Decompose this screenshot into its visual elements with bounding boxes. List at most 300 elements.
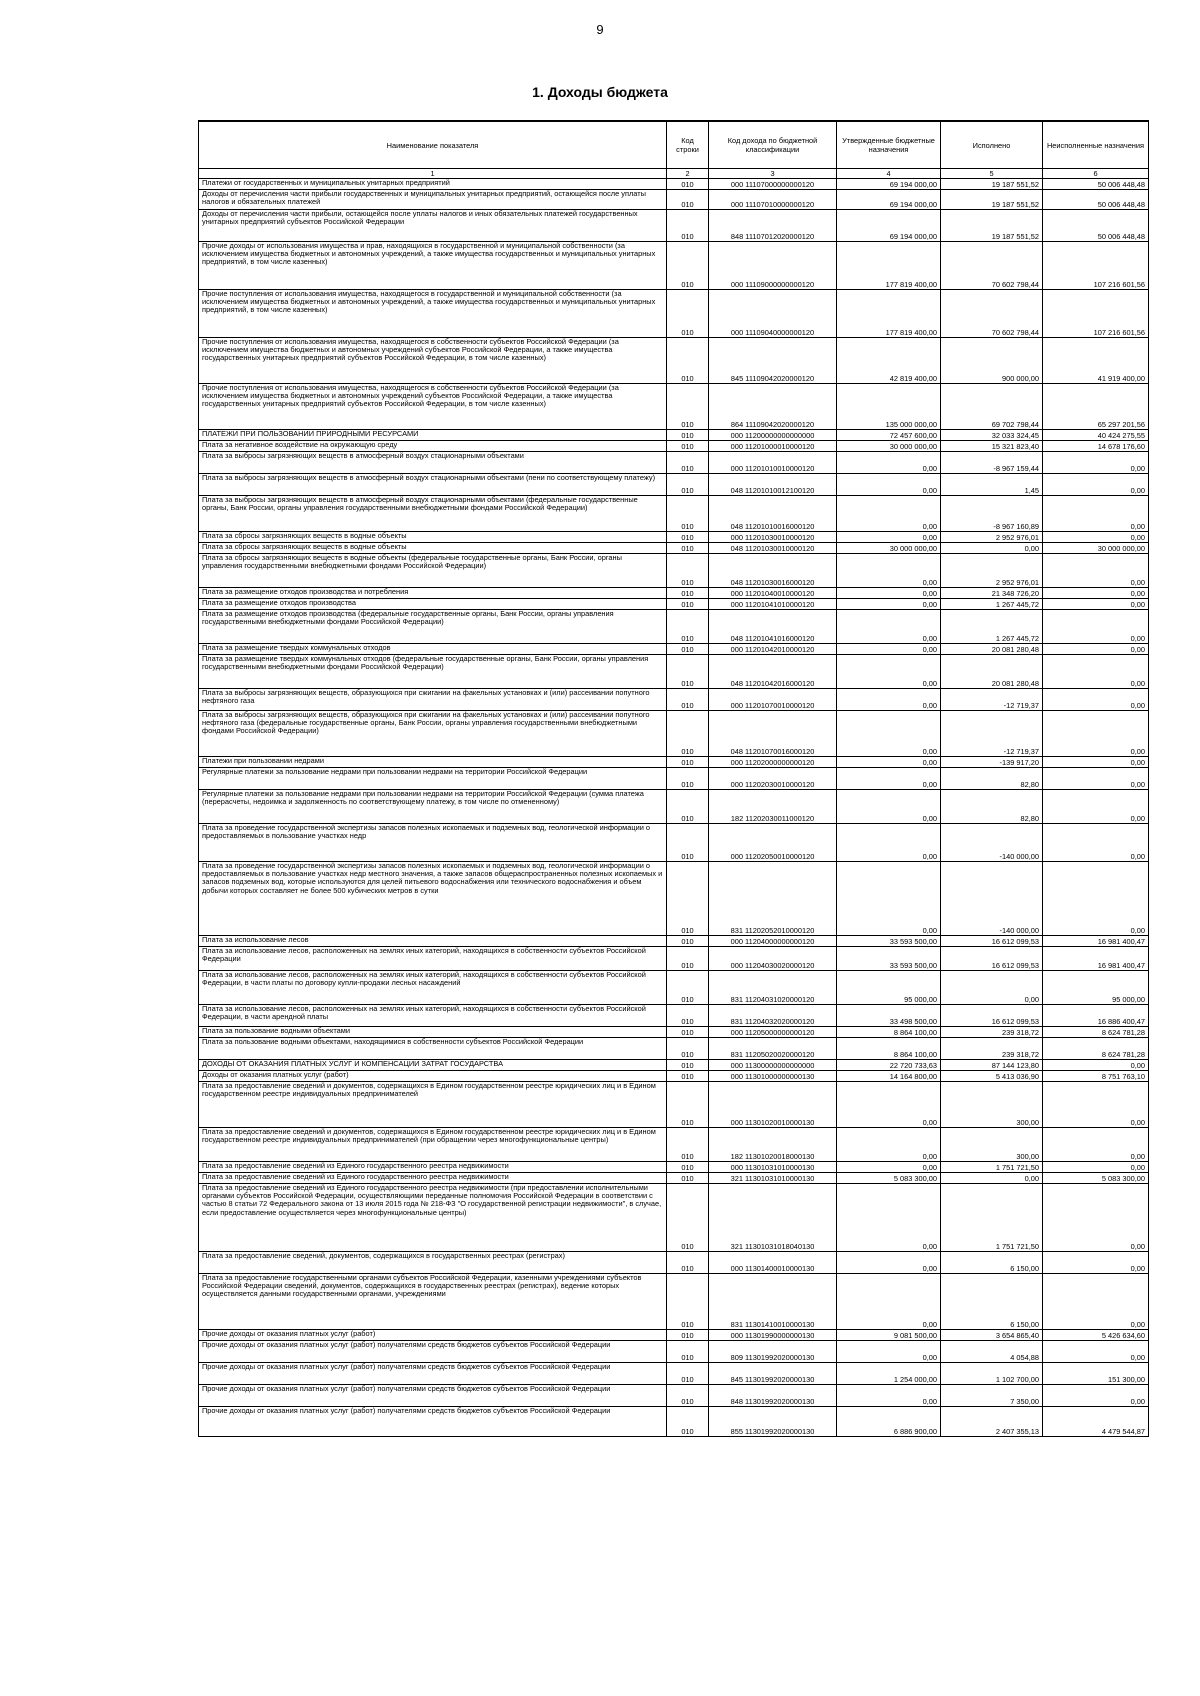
row-revenue-code: 000 11202000000000120 (709, 757, 837, 768)
row-unexecuted: 0,00 (1043, 689, 1149, 711)
page-number: 9 (596, 22, 604, 37)
table-row (199, 441, 1149, 452)
row-unexecuted: 0,00 (1043, 768, 1149, 790)
row-revenue-code: 000 11301400010000130 (709, 1252, 837, 1274)
row-name: Прочие доходы от оказания платных услуг (работ) получателями средств бюджетов субъектов Российской Федерации (199, 1385, 667, 1407)
table-row (199, 689, 1149, 711)
table-row (199, 1184, 1149, 1252)
row-revenue-code: 848 11107012020000120 (709, 210, 837, 242)
row-approved: 69 194 000,00 (837, 210, 941, 242)
row-revenue-code: 000 11204030020000120 (709, 947, 837, 971)
row-approved: 9 081 500,00 (837, 1330, 941, 1341)
table-row (199, 862, 1149, 936)
row-revenue-code: 809 11301992020000130 (709, 1341, 837, 1363)
row-revenue-code: 000 11201030010000120 (709, 532, 837, 543)
row-line-code: 010 (667, 1060, 709, 1071)
row-approved: 14 164 800,00 (837, 1071, 941, 1082)
row-revenue-code: 000 11202030010000120 (709, 768, 837, 790)
table-row (199, 1005, 1149, 1027)
row-unexecuted: 65 297 201,56 (1043, 384, 1149, 430)
header-executed: Исполнено (941, 121, 1043, 169)
row-revenue-code: 831 11301410010000130 (709, 1274, 837, 1330)
row-unexecuted: 8 624 781,28 (1043, 1038, 1149, 1060)
header-approved: Утвержденные бюджетные назначения (837, 121, 941, 169)
row-executed: 1 751 721,50 (941, 1162, 1043, 1173)
row-executed: 2 407 355,13 (941, 1407, 1043, 1437)
row-name: Прочие поступления от использования имущества, находящегося в собственности субъектов Российской Федерации (за исключением имущества бюджетных и автономных учреждений субъектов Российской Федерации, а также имущества государственных унитарных предприятий субъектов Российской Федерации, в том числе казенных) (199, 338, 667, 384)
row-unexecuted: 0,00 (1043, 655, 1149, 689)
row-unexecuted: 0,00 (1043, 711, 1149, 757)
table-row (199, 947, 1149, 971)
table-row (199, 430, 1149, 441)
row-name: Плата за предоставление сведений и документов, содержащихся в Едином государственном реестре юридических лиц и в Едином государственном реестре индивидуальных предпринимателей (при обращении через многофункциональные центры) (199, 1128, 667, 1162)
row-line-code: 010 (667, 1005, 709, 1027)
row-executed: -139 917,20 (941, 757, 1043, 768)
row-revenue-code: 000 11109000000000120 (709, 242, 837, 290)
row-approved: 177 819 400,00 (837, 242, 941, 290)
table-row (199, 1027, 1149, 1038)
row-name: Плата за сбросы загрязняющих веществ в водные объекты (199, 532, 667, 543)
row-line-code: 010 (667, 1252, 709, 1274)
table-row (199, 190, 1149, 210)
row-name: Плата за предоставление сведений из Единого государственного реестра недвижимости (при предоставлении исполнительными органами субъектов Российской Федерации, осуществляющими переданные полномочия Российской Федерации в соответствии с частью 8 статьи 72 Федерального закона от 13 июля 2015 года № 218-ФЗ "О государственной регистрации недвижимости", в случае, если предоставление осуществляется через многофункциональные центры) (199, 1184, 667, 1252)
row-unexecuted: 107 216 601,56 (1043, 242, 1149, 290)
row-line-code: 010 (667, 1162, 709, 1173)
row-line-code: 010 (667, 210, 709, 242)
column-number: 6 (1043, 169, 1149, 179)
row-revenue-code: 845 11109042020000120 (709, 338, 837, 384)
row-approved: 0,00 (837, 532, 941, 543)
row-line-code: 010 (667, 1330, 709, 1341)
table-row (199, 711, 1149, 757)
column-number: 2 (667, 169, 709, 179)
row-line-code: 010 (667, 711, 709, 757)
row-approved: 0,00 (837, 610, 941, 644)
row-unexecuted: 0,00 (1043, 532, 1149, 543)
row-approved: 0,00 (837, 757, 941, 768)
row-approved: 30 000 000,00 (837, 543, 941, 554)
row-revenue-code: 000 11107000000000120 (709, 179, 837, 190)
row-line-code: 010 (667, 947, 709, 971)
row-revenue-code: 000 11301990000000130 (709, 1330, 837, 1341)
row-revenue-code: 182 11301020018000130 (709, 1128, 837, 1162)
row-line-code: 010 (667, 689, 709, 711)
row-name: Доходы от перечисления части прибыли, остающейся после уплаты налогов и иных обязательных платежей государственных унитарных предприятий субъектов Российской Федерации (199, 210, 667, 242)
row-approved: 33 593 500,00 (837, 936, 941, 947)
row-approved: 0,00 (837, 768, 941, 790)
row-approved: 0,00 (837, 1274, 941, 1330)
row-name: Прочие доходы от оказания платных услуг (работ) получателями средств бюджетов субъектов Российской Федерации (199, 1341, 667, 1363)
row-unexecuted: 5 426 634,60 (1043, 1330, 1149, 1341)
table-row (199, 496, 1149, 532)
row-executed: 7 350,00 (941, 1385, 1043, 1407)
row-approved: 0,00 (837, 1162, 941, 1173)
table-row (199, 971, 1149, 1005)
row-unexecuted: 95 000,00 (1043, 971, 1149, 1005)
header-revenue-code: Код дохода по бюджетной классификации (709, 121, 837, 169)
table-row (199, 543, 1149, 554)
row-revenue-code: 000 11201010010000120 (709, 452, 837, 474)
table-row (199, 210, 1149, 242)
row-revenue-code: 321 11301031010000130 (709, 1173, 837, 1184)
row-revenue-code: 000 11204000000000120 (709, 936, 837, 947)
row-executed: 20 081 280,48 (941, 655, 1043, 689)
row-name: ПЛАТЕЖИ ПРИ ПОЛЬЗОВАНИИ ПРИРОДНЫМИ РЕСУРСАМИ (199, 430, 667, 441)
row-approved: 33 498 500,00 (837, 1005, 941, 1027)
row-executed: 1 751 721,50 (941, 1184, 1043, 1252)
document-title: 1. Доходы бюджета (532, 84, 668, 100)
row-approved: 8 864 100,00 (837, 1027, 941, 1038)
table-row (199, 599, 1149, 610)
row-executed: 300,00 (941, 1082, 1043, 1128)
row-executed: 16 612 099,53 (941, 1005, 1043, 1027)
row-executed: 0,00 (941, 1173, 1043, 1184)
table-row (199, 1330, 1149, 1341)
table-row (199, 1071, 1149, 1082)
row-name: Плата за использование лесов, расположенных на землях иных категорий, находящихся в собственности субъектов Российской Федерации (199, 947, 667, 971)
row-approved: 0,00 (837, 862, 941, 936)
table-row (199, 936, 1149, 947)
row-unexecuted: 50 006 448,48 (1043, 179, 1149, 190)
table-row (199, 610, 1149, 644)
row-name: Доходы от перечисления части прибыли государственных и муниципальных унитарных предприятий, остающейся после уплаты налогов и обязательных платежей (199, 190, 667, 210)
row-unexecuted: 8 751 763,10 (1043, 1071, 1149, 1082)
row-executed: 0,00 (941, 971, 1043, 1005)
table-row (199, 790, 1149, 824)
row-approved: 0,00 (837, 1252, 941, 1274)
row-revenue-code: 864 11109042020000120 (709, 384, 837, 430)
row-approved: 0,00 (837, 1385, 941, 1407)
row-line-code: 010 (667, 1128, 709, 1162)
row-revenue-code: 000 11205000000000120 (709, 1027, 837, 1038)
row-name: Плата за пользование водными объектами, находящимися в собственности субъектов Российской Федерации (199, 1038, 667, 1060)
row-line-code: 010 (667, 543, 709, 554)
row-name: Платежи при пользовании недрами (199, 757, 667, 768)
row-approved: 0,00 (837, 588, 941, 599)
table-row (199, 384, 1149, 430)
table-row (199, 242, 1149, 290)
row-unexecuted: 0,00 (1043, 1385, 1149, 1407)
row-approved: 0,00 (837, 474, 941, 496)
row-name: Плата за предоставление сведений и документов, содержащихся в Едином государственном реестре юридических лиц и в Едином государственном реестре индивидуальных предпринимателей (199, 1082, 667, 1128)
row-line-code: 010 (667, 824, 709, 862)
row-revenue-code: 000 11300000000000000 (709, 1060, 837, 1071)
row-revenue-code: 831 11205020020000120 (709, 1038, 837, 1060)
row-unexecuted: 4 479 544,87 (1043, 1407, 1149, 1437)
table-row (199, 1363, 1149, 1385)
row-line-code: 010 (667, 757, 709, 768)
row-unexecuted: 0,00 (1043, 610, 1149, 644)
row-name: Плата за использование лесов (199, 936, 667, 947)
row-approved: 95 000,00 (837, 971, 941, 1005)
row-line-code: 010 (667, 1385, 709, 1407)
row-approved: 69 194 000,00 (837, 179, 941, 190)
row-line-code: 010 (667, 179, 709, 190)
row-name: Доходы от оказания платных услуг (работ) (199, 1071, 667, 1082)
row-line-code: 010 (667, 644, 709, 655)
row-line-code: 010 (667, 1184, 709, 1252)
row-line-code: 010 (667, 1407, 709, 1437)
table-row (199, 1038, 1149, 1060)
row-unexecuted: 16 981 400,47 (1043, 947, 1149, 971)
row-line-code: 010 (667, 384, 709, 430)
row-name: Плата за выбросы загрязняющих веществ, образующихся при сжигании на факельных установках и (или) рассеивании попутного нефтяного газа (199, 689, 667, 711)
row-name: Прочие доходы от оказания платных услуг (работ) (199, 1330, 667, 1341)
row-name: Плата за использование лесов, расположенных на землях иных категорий, находящихся в собственности субъектов Российской Федерации, в части арендной платы (199, 1005, 667, 1027)
row-approved: 72 457 600,00 (837, 430, 941, 441)
row-executed: 239 318,72 (941, 1038, 1043, 1060)
row-executed: -12 719,37 (941, 711, 1043, 757)
column-number: 4 (837, 169, 941, 179)
row-line-code: 010 (667, 554, 709, 588)
table-row (199, 1060, 1149, 1071)
row-name: Прочие поступления от использования имущества, находящегося в государственной и муниципальной собственности (за исключением имущества бюджетных и автономных учреждений, а также имущества государственных и муниципальных унитарных предприятий, в том числе казенных) (199, 290, 667, 338)
table-row (199, 179, 1149, 190)
row-name: Плата за выбросы загрязняющих веществ в атмосферный воздух стационарными объектами (199, 452, 667, 474)
row-executed: 3 654 865,40 (941, 1330, 1043, 1341)
row-approved: 0,00 (837, 790, 941, 824)
table-row (199, 655, 1149, 689)
row-name: ДОХОДЫ ОТ ОКАЗАНИЯ ПЛАТНЫХ УСЛУГ И КОМПЕНСАЦИИ ЗАТРАТ ГОСУДАРСТВА (199, 1060, 667, 1071)
table-row (199, 1274, 1149, 1330)
row-approved: 0,00 (837, 689, 941, 711)
row-name: Плата за размещение твердых коммунальных отходов (199, 644, 667, 655)
table-row (199, 1128, 1149, 1162)
row-approved: 0,00 (837, 711, 941, 757)
row-executed: 70 602 798,44 (941, 242, 1043, 290)
row-line-code: 010 (667, 610, 709, 644)
table-row (199, 1082, 1149, 1128)
table-row (199, 757, 1149, 768)
row-approved: 33 593 500,00 (837, 947, 941, 971)
column-number: 5 (941, 169, 1043, 179)
row-name: Плата за выбросы загрязняющих веществ, образующихся при сжигании на факельных установках и (или) рассеивании попутного нефтяного газа (федеральные государственные органы, Банк России, органы управления государственными внебюджетными фондами Российской Федерации) (199, 711, 667, 757)
row-unexecuted: 14 678 176,60 (1043, 441, 1149, 452)
row-name: Плата за размещение твердых коммунальных отходов (федеральные государственные органы, Банк России, органы управления государственными внебюджетными фондами Российской Федерации) (199, 655, 667, 689)
table-row (199, 474, 1149, 496)
row-unexecuted: 40 424 275,55 (1043, 430, 1149, 441)
row-revenue-code: 848 11301992020000130 (709, 1385, 837, 1407)
row-line-code: 010 (667, 190, 709, 210)
row-revenue-code: 000 11201070010000120 (709, 689, 837, 711)
row-unexecuted: 0,00 (1043, 862, 1149, 936)
table-row (199, 768, 1149, 790)
row-approved: 5 083 300,00 (837, 1173, 941, 1184)
table-row (199, 1162, 1149, 1173)
row-name: Плата за предоставление сведений из Единого государственного реестра недвижимости (199, 1162, 667, 1173)
row-name: Прочие доходы от оказания платных услуг (работ) получателями средств бюджетов субъектов Российской Федерации (199, 1407, 667, 1437)
row-line-code: 010 (667, 790, 709, 824)
row-approved: 135 000 000,00 (837, 384, 941, 430)
row-name: Плата за размещение отходов производства и потребления (199, 588, 667, 599)
table-row (199, 1341, 1149, 1363)
row-executed: 900 000,00 (941, 338, 1043, 384)
row-name: Прочие доходы от использования имущества и прав, находящихся в государственной и муниципальной собственности (за исключением имущества бюджетных и автономных учреждений, а также имущества государственных и муниципальных унитарных предприятий, в том числе казенных) (199, 242, 667, 290)
row-unexecuted: 0,00 (1043, 496, 1149, 532)
row-unexecuted: 0,00 (1043, 790, 1149, 824)
row-executed: 1 267 445,72 (941, 599, 1043, 610)
row-executed: 21 348 726,20 (941, 588, 1043, 599)
row-line-code: 010 (667, 496, 709, 532)
row-revenue-code: 000 11201040010000120 (709, 588, 837, 599)
row-approved: 22 720 733,63 (837, 1060, 941, 1071)
row-approved: 0,00 (837, 496, 941, 532)
row-name: Плата за негативное воздействие на окружающую среду (199, 441, 667, 452)
row-executed: 70 602 798,44 (941, 290, 1043, 338)
row-unexecuted: 0,00 (1043, 1341, 1149, 1363)
column-number: 1 (199, 169, 667, 179)
row-name: Плата за предоставление сведений, документов, содержащихся в государственных реестрах (регистрах) (199, 1252, 667, 1274)
row-line-code: 010 (667, 1082, 709, 1128)
row-approved: 0,00 (837, 655, 941, 689)
header-line-code: Код строки (667, 121, 709, 169)
row-line-code: 010 (667, 1341, 709, 1363)
row-line-code: 010 (667, 474, 709, 496)
row-unexecuted: 16 981 400,47 (1043, 936, 1149, 947)
row-unexecuted: 0,00 (1043, 644, 1149, 655)
row-name: Регулярные платежи за пользование недрами при пользовании недрами на территории Российской Федерации (199, 768, 667, 790)
row-approved: 0,00 (837, 644, 941, 655)
row-executed: 19 187 551,52 (941, 190, 1043, 210)
row-unexecuted: 0,00 (1043, 1162, 1149, 1173)
row-unexecuted: 0,00 (1043, 1060, 1149, 1071)
column-number: 3 (709, 169, 837, 179)
column-number-row (199, 169, 1149, 179)
row-approved: 0,00 (837, 824, 941, 862)
row-unexecuted: 8 624 781,28 (1043, 1027, 1149, 1038)
row-approved: 0,00 (837, 1341, 941, 1363)
row-revenue-code: 048 11201042016000120 (709, 655, 837, 689)
row-line-code: 010 (667, 242, 709, 290)
row-line-code: 010 (667, 1038, 709, 1060)
row-name: Плата за сбросы загрязняющих веществ в водные объекты (199, 543, 667, 554)
row-approved: 0,00 (837, 554, 941, 588)
table-body (199, 179, 1149, 1437)
row-line-code: 010 (667, 338, 709, 384)
row-unexecuted: 0,00 (1043, 554, 1149, 588)
table-row (199, 1173, 1149, 1184)
row-line-code: 010 (667, 452, 709, 474)
table-row (199, 824, 1149, 862)
row-executed: 82,80 (941, 790, 1043, 824)
row-executed: 2 952 976,01 (941, 554, 1043, 588)
row-unexecuted: 0,00 (1043, 1252, 1149, 1274)
row-line-code: 010 (667, 862, 709, 936)
row-unexecuted: 107 216 601,56 (1043, 290, 1149, 338)
row-name: Плата за размещение отходов производства (199, 599, 667, 610)
header-row (199, 121, 1149, 169)
row-executed: 1 102 700,00 (941, 1363, 1043, 1385)
row-unexecuted: 0,00 (1043, 824, 1149, 862)
row-executed: 19 187 551,52 (941, 179, 1043, 190)
row-name: Плата за выбросы загрязняющих веществ в атмосферный воздух стационарными объектами (пени по соответствующему платежу) (199, 474, 667, 496)
row-line-code: 010 (667, 768, 709, 790)
row-revenue-code: 048 11201070016000120 (709, 711, 837, 757)
row-unexecuted: 0,00 (1043, 599, 1149, 610)
row-line-code: 010 (667, 936, 709, 947)
row-name: Плата за сбросы загрязняющих веществ в водные объекты (федеральные государственные органы, Банк России, органы управления государственными внебюджетными фондами Российской Федерации) (199, 554, 667, 588)
row-approved: 6 886 900,00 (837, 1407, 941, 1437)
row-approved: 0,00 (837, 1184, 941, 1252)
table-row (199, 1385, 1149, 1407)
row-unexecuted: 5 083 300,00 (1043, 1173, 1149, 1184)
row-executed: 4 054,88 (941, 1341, 1043, 1363)
row-unexecuted: 41 919 400,00 (1043, 338, 1149, 384)
row-revenue-code: 855 11301992020000130 (709, 1407, 837, 1437)
row-name: Плата за размещение отходов производства (федеральные государственные органы, Банк России, органы управления государственными внебюджетными фондами Российской Федерации) (199, 610, 667, 644)
row-executed: 6 150,00 (941, 1274, 1043, 1330)
row-line-code: 010 (667, 588, 709, 599)
row-unexecuted: 0,00 (1043, 757, 1149, 768)
row-name: Плата за выбросы загрязняющих веществ в атмосферный воздух стационарными объектами (федеральные государственные органы, Банк России, органы управления государственными внебюджетными фондами Российской Федерации) (199, 496, 667, 532)
row-executed: 16 612 099,53 (941, 947, 1043, 971)
row-approved: 0,00 (837, 452, 941, 474)
row-executed: 239 318,72 (941, 1027, 1043, 1038)
row-revenue-code: 000 11201000010000120 (709, 441, 837, 452)
row-revenue-code: 831 11204032020000120 (709, 1005, 837, 1027)
row-unexecuted: 0,00 (1043, 1082, 1149, 1128)
row-line-code: 010 (667, 971, 709, 1005)
table-row (199, 452, 1149, 474)
row-executed: -8 967 160,89 (941, 496, 1043, 532)
row-name: Прочие поступления от использования имущества, находящегося в собственности субъектов Российской Федерации (за исключением имущества бюджетных и автономных учреждений субъектов Российской Федерации, а также имущества государственных унитарных предприятий субъектов Российской Федерации, в том числе казенных) (199, 384, 667, 430)
row-executed: 15 321 823,40 (941, 441, 1043, 452)
row-executed: 69 702 798,44 (941, 384, 1043, 430)
row-revenue-code: 000 11107010000000120 (709, 190, 837, 210)
row-executed: 300,00 (941, 1128, 1043, 1162)
row-approved: 0,00 (837, 1082, 941, 1128)
row-line-code: 010 (667, 290, 709, 338)
row-revenue-code: 000 11301000000000130 (709, 1071, 837, 1082)
row-executed: -8 967 159,44 (941, 452, 1043, 474)
row-unexecuted: 50 006 448,48 (1043, 190, 1149, 210)
row-executed: 19 187 551,52 (941, 210, 1043, 242)
row-revenue-code: 048 11201030010000120 (709, 543, 837, 554)
table-row (199, 644, 1149, 655)
row-executed: -140 000,00 (941, 824, 1043, 862)
row-revenue-code: 831 11202052010000120 (709, 862, 837, 936)
row-revenue-code: 182 11202030011000120 (709, 790, 837, 824)
row-unexecuted: 0,00 (1043, 1128, 1149, 1162)
row-revenue-code: 048 11201010012100120 (709, 474, 837, 496)
row-executed: 32 033 324,45 (941, 430, 1043, 441)
row-executed: 2 952 976,01 (941, 532, 1043, 543)
row-unexecuted: 50 006 448,48 (1043, 210, 1149, 242)
row-executed: -12 719,37 (941, 689, 1043, 711)
row-executed: 82,80 (941, 768, 1043, 790)
row-revenue-code: 000 11301020010000130 (709, 1082, 837, 1128)
row-executed: 16 612 099,53 (941, 936, 1043, 947)
row-name: Регулярные платежи за пользование недрами при пользовании недрами на территории Российской Федерации (сумма платежа (перерасчеты, недоимка и задолженность по соответствующему платежу, в том числе по отмененному) (199, 790, 667, 824)
row-approved: 42 819 400,00 (837, 338, 941, 384)
row-line-code: 010 (667, 441, 709, 452)
row-approved: 0,00 (837, 1128, 941, 1162)
table-row (199, 554, 1149, 588)
row-executed: 5 413 036,90 (941, 1071, 1043, 1082)
row-revenue-code: 000 11202050010000120 (709, 824, 837, 862)
row-approved: 177 819 400,00 (837, 290, 941, 338)
row-line-code: 010 (667, 1071, 709, 1082)
row-line-code: 010 (667, 655, 709, 689)
header-unexecuted: Неисполненные назначения (1043, 121, 1149, 169)
row-executed: 0,00 (941, 543, 1043, 554)
row-name: Платежи от государственных и муниципальных унитарных предприятий (199, 179, 667, 190)
row-name: Плата за проведение государственной экспертизы запасов полезных ископаемых и подземных вод, геологической информации о предоставляемых в пользование участках недр (199, 824, 667, 862)
table-row (199, 532, 1149, 543)
table-row (199, 588, 1149, 599)
row-revenue-code: 000 11201041010000120 (709, 599, 837, 610)
row-revenue-code: 000 11201042010000120 (709, 644, 837, 655)
